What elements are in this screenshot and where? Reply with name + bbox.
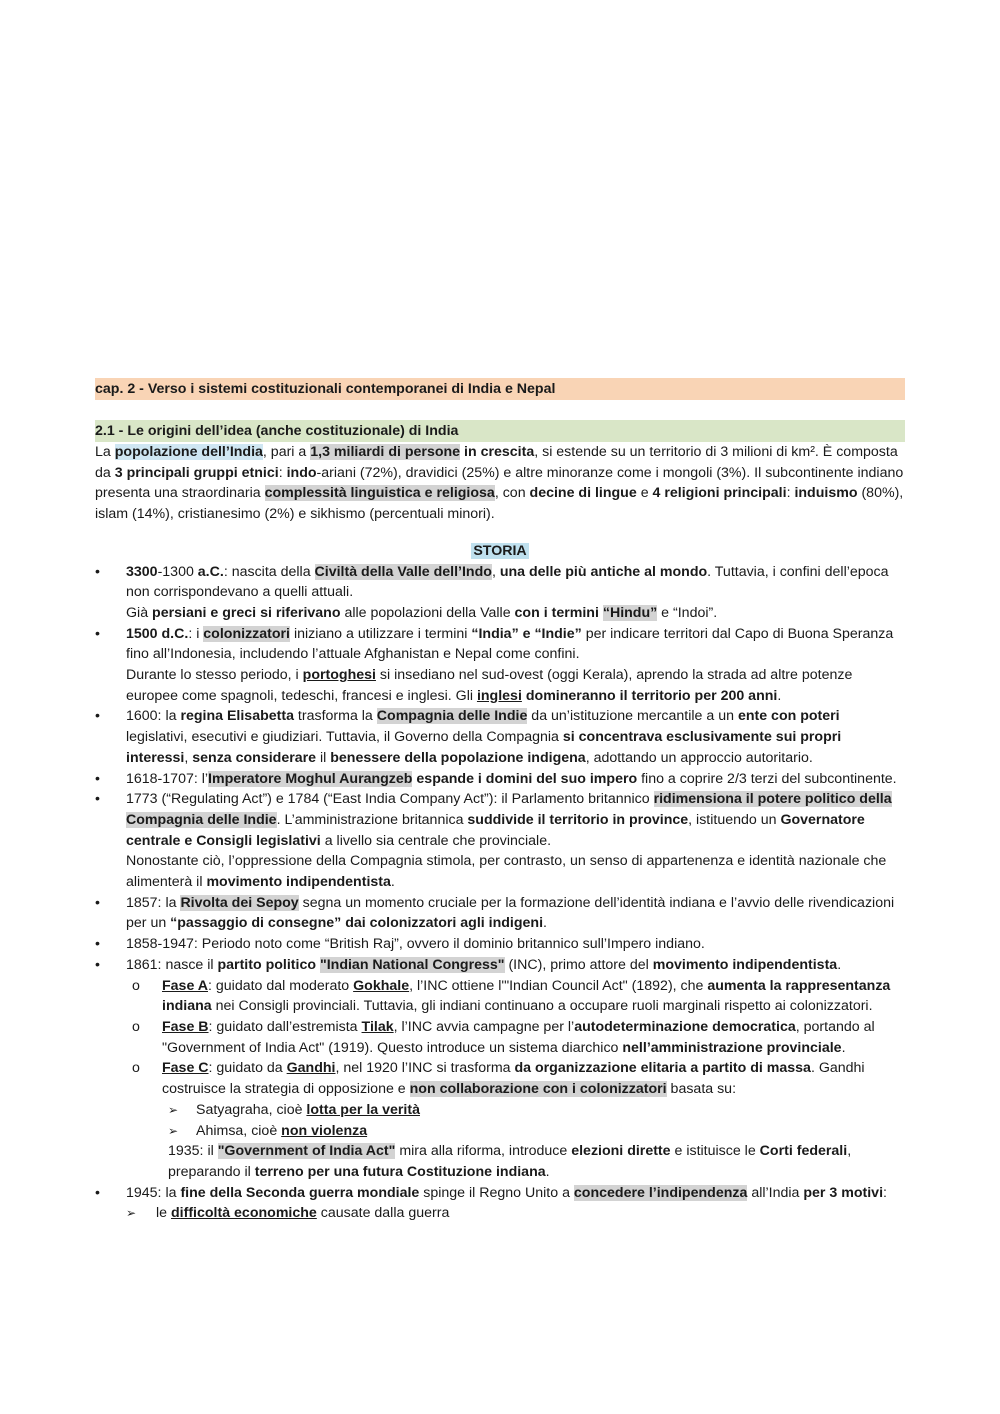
- list-item: • 3300-1300 a.C.: nascita della Civiltà della Valle dell’Indo, una delle più antiche al mondo. Tuttavia, i confini dell’epoca non corrispondevano a quelli attuali. Già persiani e greci si riferivano alle popolazioni della Valle con i termini “Hindu” e “Indoi”.: [95, 562, 905, 624]
- list-item: ➢ le difficoltà economiche causate dalla guerra: [95, 1203, 905, 1224]
- gandhi-strategy-list: [95, 1100, 905, 1141]
- storia-heading: STORIA: [473, 542, 527, 559]
- list-item: • 1500 d.C.: i colonizzatori iniziano a utilizzare i termini “India” e “Indie” per indicare territori dal Capo di Buona Speranza fino all’Indonesia, includendo l’attuale Afghanistan e Nepal come confini. Durante lo stesso periodo, i portoghesi si insediano nel sud-ovest (oggi Kerala), aprendo la strada ad altre potenze europee come spagnoli, tedeschi, francesi e inglesi. Gli inglesi domineranno il territorio per 200 anni.: [95, 624, 905, 707]
- government-of-india-act-1935: 1935: il "Government of India Act" mira alla riforma, introduce elezioni dirette e istituisce le Corti federali, preparando il terreno per una futura Costituzione indiana.: [168, 1143, 852, 1180]
- intro-paragraph: La popolazione dell’India, pari a 1,3 miliardi di persone in crescita, si estende su un territorio di 3 milioni di km². È composta da 3 principali gruppi etnici: indo-ariani (72%), dravidici (25%) e altre minoranze come i mongoli (3%). Il subcontinente indiano presenta una straordinaria complessità linguistica e religiosa, con decine di lingue e 4 religioni principali: induismo (80%), islam (14%), cristianesimo (2%) e sikhismo (percentuali minori).: [95, 444, 904, 523]
- document-body: [95, 378, 905, 1224]
- list-item-fase-a: o Fase A: guidato dal moderato Gokhale, l’INC ottiene l'"Indian Council Act" (1892), che aumenta la rappresentanza indiana nei Consigli provinciali. Tuttavia, gli indiani continuano a occupare ruoli marginali rispetto ai colonizzatori.: [95, 976, 905, 1017]
- list-item: • 1861: nasce il partito politico "Indian National Congress" (INC), primo attore del movimento indipendentista.: [95, 955, 905, 976]
- history-list: [95, 562, 905, 976]
- list-item: • 1858-1947: Periodo noto come “British Raj”, ovvero il dominio britannico sull’Impero indiano.: [95, 934, 905, 955]
- list-item: • 1773 (“Regulating Act”) e 1784 (“East India Company Act”): il Parlamento britannico ridimensiona il potere politico della Compagnia delle Indie. L’amministrazione britannica suddivide il territorio in province, istituendo un Governatore centrale e Consigli legislativi a livello sia centrale che provinciale. Nonostante ciò, l’oppressione della Compagnia stimola, per contrasto, un senso di appartenenza e identità nazionale che alimenterà il movimento indipendentista.: [95, 789, 905, 893]
- chapter-title: cap. 2 - Verso i sistemi costituzionali contemporanei di India e Nepal: [95, 378, 905, 400]
- motives-list: [95, 1203, 905, 1224]
- list-item: • 1945: la fine della Seconda guerra mondiale spinge il Regno Unito a concedere l’indipendenza all’India per 3 motivi:: [95, 1183, 905, 1204]
- section-title: 2.1 - Le origini dell’idea (anche costituzionale) di India: [95, 420, 905, 442]
- history-list-continued: [95, 1183, 905, 1204]
- list-item: • 1600: la regina Elisabetta trasforma la Compagnia delle Indie da un’istituzione mercantile a un ente con poteri legislativi, esecutivi e giudiziari. Tuttavia, il Governo della Compagnia si concentrava esclusivamente sui propri interessi, senza considerare il benessere della popolazione indigena, adottando un approccio autoritario.: [95, 706, 905, 768]
- list-item: ➢ Satyagraha, cioè lotta per la verità: [95, 1100, 905, 1121]
- list-item: • 1857: la Rivolta dei Sepoy segna un momento cruciale per la formazione dell’identità indiana e l’avvio delle rivendicazioni per un “passaggio di consegne” dai colonizzatori agli indigeni.: [95, 893, 905, 934]
- list-item-fase-b: o Fase B: guidato dall’estremista Tilak, l’INC avvia campagne per l’autodeterminazione democratica, portando al "Government of India Act" (1919). Questo introduce un sistema diarchico nell’amministrazione provinciale.: [95, 1017, 905, 1058]
- list-item-fase-c: o Fase C: guidato da Gandhi, nel 1920 l’INC si trasforma da organizzazione elitaria a partito di massa. Gandhi costruisce la strategia di opposizione e non collaborazione con i colonizzatori basata su:: [95, 1058, 905, 1099]
- inc-phases-list: [95, 976, 905, 1100]
- list-item: ➢ Ahimsa, cioè non violenza: [95, 1121, 905, 1142]
- list-item: • 1618-1707: l’Imperatore Moghul Aurangzeb espande i domini del suo impero fino a coprire 2/3 terzi del subcontinente.: [95, 769, 905, 790]
